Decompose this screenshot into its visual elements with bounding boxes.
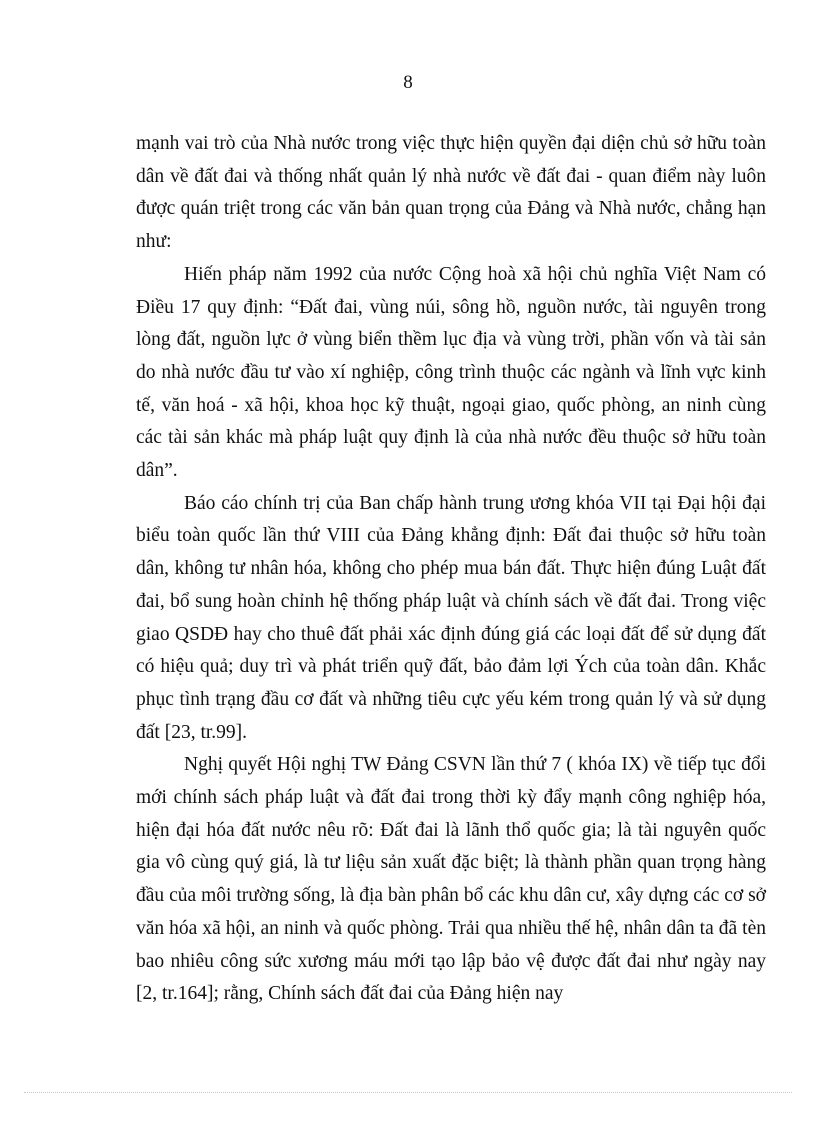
paragraph-constitution-1992: Hiến pháp năm 1992 của nước Cộng hoà xã hội chủ nghĩa Việt Nam có Điều 17 quy định: “Đất đai, vùng núi, sông hồ, nguồn nước, tài nguyên trong lòng đất, nguồn lực ở vùng biển thềm lục địa và vùng trời, phần vốn và tài sản do nhà nước đầu tư vào xí nghiệp, công trình thuộc các ngành và lĩnh vực kinh tế, văn hoá - xã hội, khoa học kỹ thuật, ngoại giao, quốc phòng, an ninh cùng các tài sản khác mà pháp luật quy định là của nhà nước đều thuộc sở hữu toàn dân”. bbox=[136, 263, 766, 482]
page-number: 8 bbox=[403, 72, 413, 93]
paragraph-resolution-7: Nghị quyết Hội nghị TW Đảng CSVN lần thứ 7 ( khóa IX) về tiếp tục đổi mới chính sách pháp luật và đất đai trong thời kỳ đẩy mạnh công nghiệp hóa, hiện đại hóa đất nước nêu rõ: Đất đai là lãnh thổ quốc gia; là tài nguyên quốc gia vô cùng quý giá, là tư liệu sản xuất đặc biệt; là thành phần quan trọng hàng đầu của môi trường sống, là địa bàn phân bổ các khu dân cư, xây dựng các cơ sở văn hóa xã hội, an ninh và quốc phòng. Trải qua nhiều thế hệ, nhân dân ta đã tèn bao nhiêu công sức xương máu mới tạo lập bảo vệ được đất đai như ngày nay [2, tr.164]; rằng, Chính sách đất đai của Đảng hiện nay bbox=[136, 754, 766, 1005]
page-bottom-divider bbox=[24, 1092, 792, 1093]
paragraph-political-report: Báo cáo chính trị của Ban chấp hành trung ương khóa VII tại Đại hội đại biểu toàn quốc lần thứ VIII của Đảng khẳng định: Đất đai thuộc sở hữu toàn dân, không tư nhân hóa, không cho phép mua bán đất. Thực hiện đúng Luật đất đai, bổ sung hoàn chỉnh hệ thống pháp luật và chính sách về đất đai. Trong việc giao QSDĐ hay cho thuê đất phải xác định đúng giá các loại đất để sử dụng đất có hiệu quả; duy trì và phát triển quỹ đất, bảo đảm lợi Ých của toàn dân. Khắc phục tình trạng đầu cơ đất và những tiêu cực yếu kém trong quản lý và sử dụng đất [23, tr.99]. bbox=[136, 492, 766, 743]
paragraph-continuation: mạnh vai trò của Nhà nước trong việc thực hiện quyền đại diện chủ sở hữu toàn dân về đất đai và thống nhất quản lý nhà nước về đất đai - quan điểm này luôn được quán triệt trong các văn bản quan trọng của Đảng và Nhà nước, chẳng hạn như: bbox=[136, 133, 766, 253]
body-text bbox=[136, 128, 766, 1011]
